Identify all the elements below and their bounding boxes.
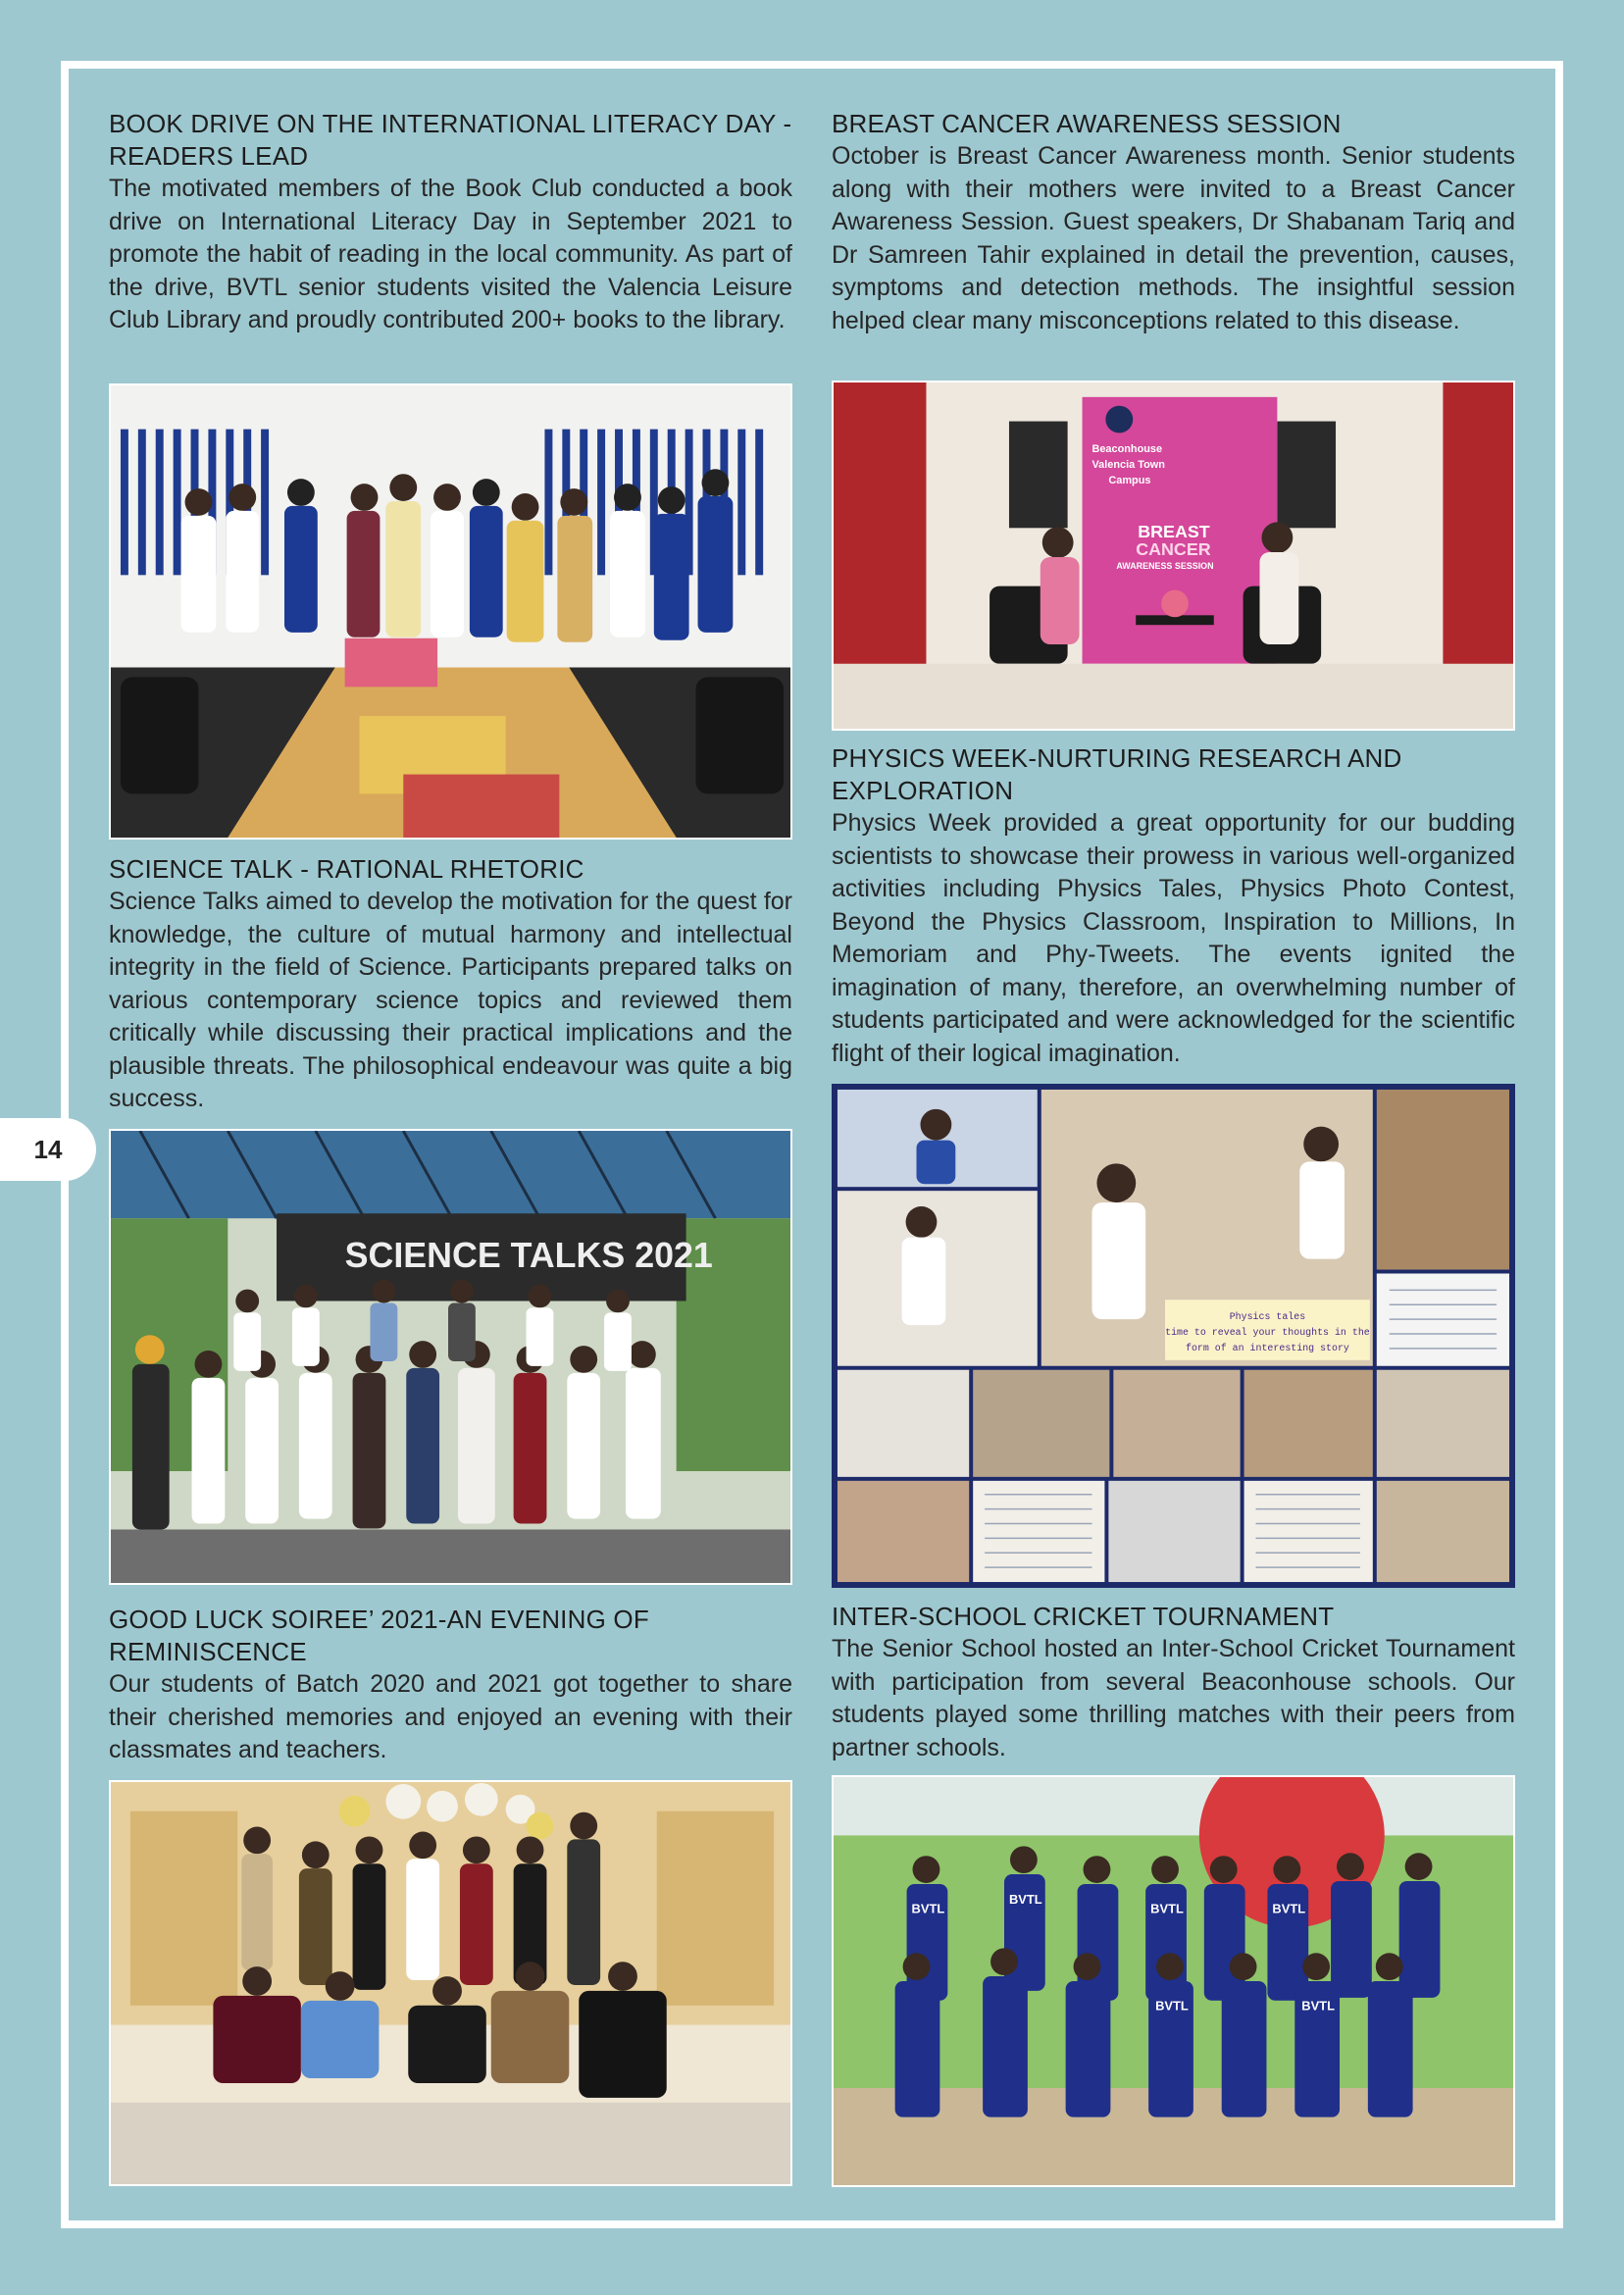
article-physics-week [832, 742, 1515, 1070]
article-body: Our students of Batch 2020 and 2021 got together to share their cherished memories and enjoyed an evening with their classmates and teachers. [109, 1670, 792, 1763]
page-number: 14 [0, 1118, 96, 1181]
cricket-photo [832, 1775, 1515, 2187]
svg-text:AWARENESS SESSION: AWARENESS SESSION [1116, 560, 1214, 571]
svg-text:Campus: Campus [1108, 474, 1151, 486]
article-title: GOOD LUCK SOIREE’ 2021-AN EVENING OF REMINISCENCE [109, 1605, 649, 1666]
article-cricket [832, 1601, 1515, 1764]
svg-text:time to reveal your thoughts i: time to reveal your thoughts in the [1165, 1327, 1370, 1339]
svg-text:Physics tales: Physics tales [1229, 1311, 1306, 1323]
svg-text:Valencia Town: Valencia Town [1091, 459, 1165, 472]
article-breast-cancer [832, 108, 1515, 337]
svg-text:Beaconhouse: Beaconhouse [1091, 443, 1163, 456]
article-science-talk [109, 853, 792, 1116]
svg-text:form of an interesting story: form of an interesting story [1186, 1342, 1349, 1353]
book-drive-photo [109, 383, 792, 840]
article-body: The motivated members of the Book Club conducted a book drive on International Literacy Day in September 2021 to promote the habit of reading in the local community. As part of the drive, BVTL senior students visited the Valencia Leisure Club Library and proudly contributed 200+ books to the library. [109, 175, 792, 333]
article-title: INTER-SCHOOL CRICKET TOURNAMENT [832, 1602, 1335, 1631]
article-title: BREAST CANCER AWARENESS SESSION [832, 109, 1342, 138]
article-body: The Senior School hosted an Inter-School Cricket Tournament with participation from several Beaconhouse schools. Our students played some thrilling matches with their peers from partner schools. [832, 1635, 1515, 1761]
svg-text:CANCER: CANCER [1136, 539, 1211, 559]
svg-text:BVTL: BVTL [1008, 1891, 1042, 1907]
article-body: October is Breast Cancer Awareness month. Senior students along with their mothers were invited to a Breast Cancer Awareness Session. Guest speakers, Dr Shabanam Tariq and Dr Samreen Tahir explained in detail the prevention, causes, symptoms and detection methods. The insightful session helped clear many misconceptions related to this disease. [832, 142, 1515, 334]
svg-text:BVTL: BVTL [1155, 1998, 1189, 2014]
svg-text:BVTL: BVTL [1150, 1901, 1184, 1916]
article-book-drive [109, 108, 792, 337]
physics-week-collage [832, 1084, 1515, 1588]
svg-text:BREAST: BREAST [1138, 522, 1210, 542]
article-good-luck [109, 1604, 792, 1767]
article-body: Science Talks aimed to develop the motivation for the quest for knowledge, the culture of mutual harmony and intellectual integrity in the field of Science. Participants prepared talks on various contemporary science topics and reviewed them critically while discussing their practical implications and the plausible threats. The philosophical endeavour was quite a big success. [109, 888, 792, 1112]
breast-cancer-photo [832, 381, 1515, 731]
article-title: PHYSICS WEEK-NURTURING RESEARCH AND EXPLORATION [832, 743, 1402, 805]
good-luck-photo [109, 1780, 792, 2186]
svg-text:SCIENCE TALKS 2021: SCIENCE TALKS 2021 [344, 1235, 713, 1275]
svg-text:BVTL: BVTL [1272, 1901, 1306, 1916]
article-title: BOOK DRIVE ON THE INTERNATIONAL LITERACY DAY - READERS LEAD [109, 109, 792, 171]
svg-text:BVTL: BVTL [1301, 1998, 1335, 2014]
svg-text:BVTL: BVTL [911, 1901, 945, 1916]
article-title: SCIENCE TALK - RATIONAL RHETORIC [109, 854, 584, 884]
article-body: Physics Week provided a great opportunity for our budding scientists to showcase their prowess in various well-organized activities including Physics Tales, Physics Photo Contest, Beyond the Physics Classroom, Inspiration to Millions, In Memoriam and Phy-Tweets. The events ignited the imagination of many, therefore, an overwhelming number of students participated and were acknowledged for the scientific flight of their logical imagination. [832, 809, 1515, 1067]
science-talk-photo [109, 1129, 792, 1585]
